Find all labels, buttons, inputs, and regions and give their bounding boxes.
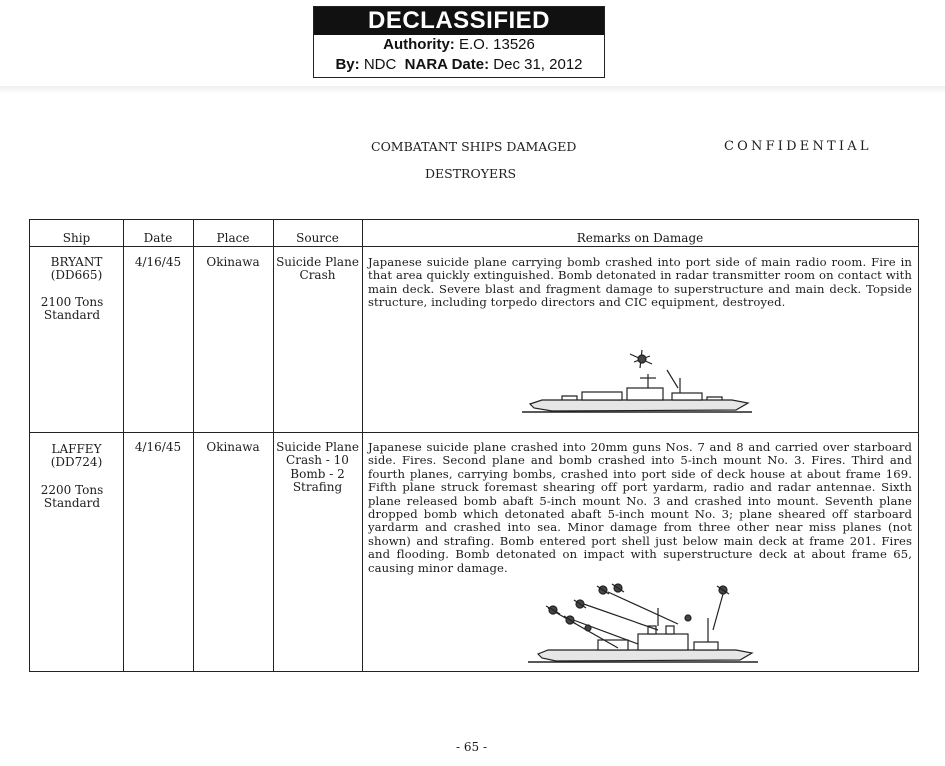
row-place: Okinawa: [206, 255, 260, 269]
declassified-stamp: [313, 6, 605, 78]
tonnage-value: 2100 Tons: [40, 295, 104, 309]
stamp-date-value: Dec 31, 2012: [493, 56, 583, 73]
page-subtitle: DESTROYERS: [425, 166, 517, 181]
row-source: [273, 256, 362, 283]
column-header-place: Place: [216, 231, 250, 245]
laffey-damage-sketch-icon: [508, 578, 758, 670]
ship-name: BRYANT: [50, 255, 103, 269]
table-row-ship: [30, 256, 123, 283]
stamp-date-label: NARA Date:: [404, 56, 490, 73]
page-number: - 65 -: [456, 740, 488, 754]
source-line: Bomb - 2: [290, 466, 345, 481]
column-header-date: Date: [143, 231, 173, 245]
stamp-authority-label: Authority:: [383, 36, 455, 53]
source-line: Suicide Plane: [276, 255, 359, 269]
source-line: Crash: [299, 268, 336, 283]
stamp-authority: [314, 35, 604, 55]
classification-marking: CONFIDENTIAL: [724, 139, 872, 154]
tonnage-type: Standard: [43, 496, 101, 511]
page-title: COMBATANT SHIPS DAMAGED: [371, 139, 577, 154]
ship-number: (DD724): [50, 455, 103, 470]
stamp-by-label: By:: [335, 56, 360, 73]
ship-number: (DD665): [50, 268, 103, 283]
column-header-ship: Ship: [62, 231, 91, 245]
stamp-by-date: [314, 55, 604, 75]
scan-edge-shade: [0, 86, 945, 94]
ship-tonnage: [30, 296, 114, 323]
row-source: [273, 441, 362, 495]
column-divider: [362, 220, 363, 671]
stamp-authority-value: E.O. 13526: [458, 36, 535, 53]
row-date: 4/16/45: [134, 255, 182, 269]
stamp-title: DECLASSIFIED: [314, 7, 604, 35]
row-divider: [30, 432, 918, 433]
table-row-ship: [30, 443, 123, 470]
row-remarks: Japanese suicide plane crashed into 20mm guns Nos. 7 and 8 and carried over starboard side. Fires. Second plane and bomb crashed into 5-inch mount No. 3. Fires. Third and fourth planes, carrying bombs, crashed into port side of deck house at about frame 169. Fifth plane struck foremast shearing off port yardarm, radio and radar antennae. Sixth plane released bomb abaft 5-inch mount No. 3 and crashed into mount. Seventh plane dropped bomb which detonated abaft 5-inch mount No. 3; plane sheared off starboard yardarm and crashed into sea. Minor damage from three other near miss planes (not shown) and strafing. Bomb entered port shell just below main deck at frame 201. Fires and flooding. Bomb detonated on impact with superstructure deck at about frame 65, causing minor damage.: [368, 440, 912, 575]
tonnage-type: Standard: [43, 308, 101, 323]
bryant-damage-sketch-icon: [522, 348, 752, 420]
column-header-source: Source: [296, 231, 339, 245]
damage-table: [29, 219, 919, 672]
source-line: Strafing: [292, 480, 343, 495]
stamp-by-value: NDC: [363, 56, 397, 73]
header-divider: [30, 246, 918, 247]
column-header-remarks: Remarks on Damage: [576, 231, 704, 245]
row-date: 4/16/45: [134, 440, 182, 454]
ship-tonnage: [30, 484, 114, 511]
row-remarks: Japanese suicide plane carrying bomb crashed into port side of main radio room. Fire in that area quickly extinguished. Bomb detonated in radar transmitter room on contact with main deck. Severe blast and fragment damage to superstructure and main deck. Topside structure, including torpedo directors and CIC equipment, destroyed.: [368, 255, 912, 310]
source-line: Crash - 10: [286, 453, 349, 468]
tonnage-value: 2200 Tons: [40, 483, 104, 497]
row-place: Okinawa: [206, 440, 260, 454]
ship-name: LAFFEY: [51, 442, 102, 456]
source-line: Suicide Plane: [276, 440, 359, 454]
